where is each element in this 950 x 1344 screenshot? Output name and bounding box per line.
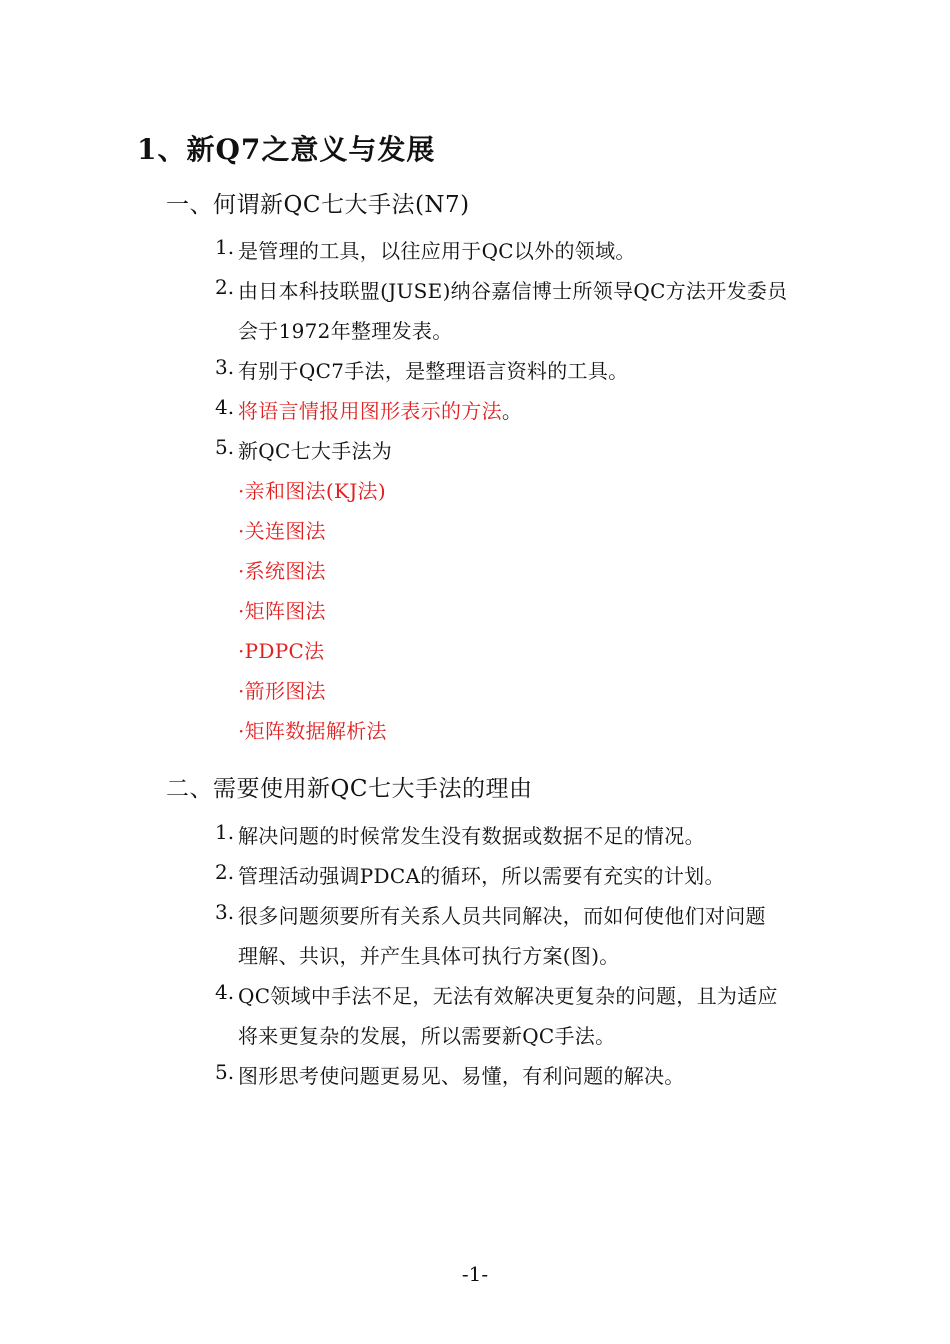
method-item: ·关连图法 <box>238 519 326 543</box>
highlight-text: 将语言情报用图形表示的方法 <box>238 399 502 423</box>
page-number: -1- <box>461 1262 489 1286</box>
method-item: ·矩阵图法 <box>238 599 326 623</box>
page-title: 1、新Q7之意义与发展 <box>137 133 436 166</box>
method-item: ·亲和图法(KJ法) <box>238 479 386 503</box>
section1-heading: 一、何谓新QC七大手法(N7) <box>166 192 470 218</box>
method-item: ·矩阵数据解析法 <box>238 719 387 743</box>
method-item: ·箭形图法 <box>238 679 326 703</box>
method-item: ·PDPC法 <box>238 639 325 663</box>
method-item: ·系统图法 <box>238 559 326 583</box>
section2-heading: 二、需要使用新QC七大手法的理由 <box>166 776 533 802</box>
